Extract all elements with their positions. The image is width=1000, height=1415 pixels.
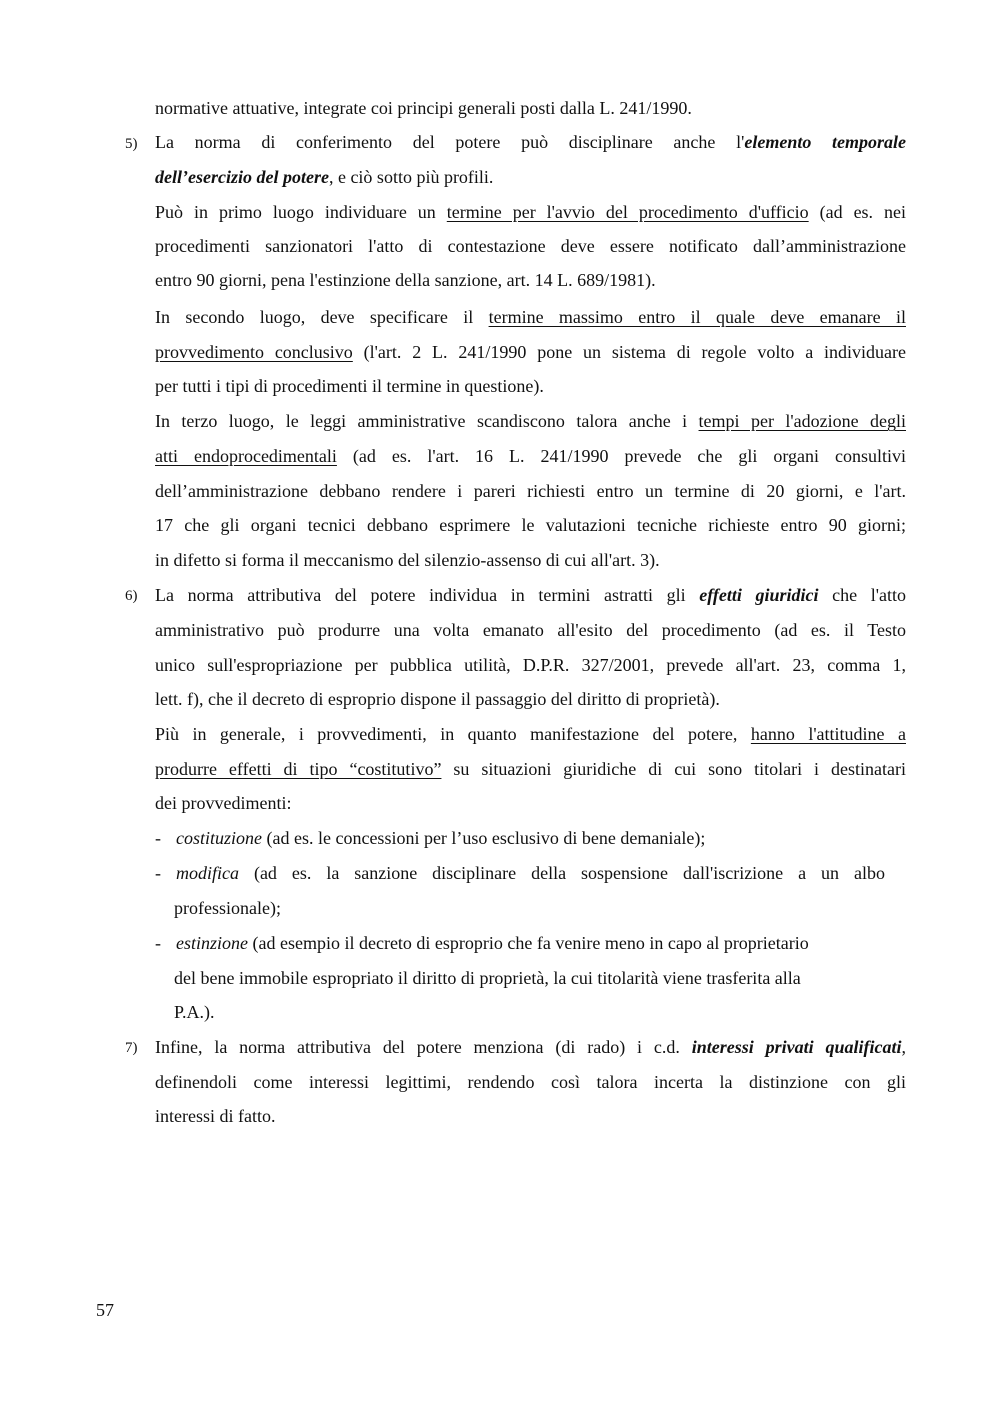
item-5-line-1: La norma di conferimento del potere può disciplinare anche l'elemento temporale: [155, 132, 907, 152]
emphasis-elemento-temporale: elemento temporale: [744, 132, 907, 152]
page-number: 57: [96, 1300, 114, 1320]
bullet-dash: -: [155, 863, 161, 883]
item-6-p2-line-1: Più in generale, i provvedimenti, in quanto manifestazione del potere, hanno l'attitudine a: [155, 724, 906, 744]
underline-provvedimento-conclusivo: provvedimento conclusivo: [155, 342, 353, 362]
emphasis-interessi-privati: interessi privati qualificati: [691, 1037, 902, 1057]
underline-effetti-costitutivo: produrre effetti di tipo “costitutivo”: [155, 759, 442, 779]
bullet-dash: -: [155, 828, 161, 848]
underline-attitudine: hanno l'attitudine a: [750, 724, 906, 744]
item-7-line-1: Infine, la norma attributiva del potere menziona (di rado) i c.d. interessi privati qualificati,: [155, 1037, 907, 1057]
item-6-number: 6): [125, 588, 138, 604]
bullet-dash: -: [155, 933, 161, 953]
intro-line: normative attuative, integrate coi principi generali posti dalla L. 241/1990.: [155, 98, 692, 118]
item-5-p3-line-4: 17 che gli organi tecnici debbano esprimere le valutazioni tecniche richieste entro 90 giorni;: [155, 515, 906, 535]
item-6-line-3: unico sull'espropriazione per pubblica utilità, D.P.R. 327/2001, prevede all'art. 23, comma 1,: [155, 655, 906, 675]
item-5-p2-line-1: In secondo luogo, deve specificare il termine massimo entro il quale deve emanare il: [155, 307, 906, 327]
item-5-p3-line-3: dell’amministrazione debbano rendere i pareri richiesti entro un termine di 20 giorni, e l'art.: [155, 481, 906, 501]
emphasis-esercizio-potere: dell’esercizio del potere: [155, 167, 329, 187]
item-7-number: 7): [125, 1040, 138, 1056]
item-5-p2-line-2: provvedimento conclusivo (l'art. 2 L. 241/1990 pone un sistema di regole volto a individuare: [155, 342, 907, 362]
item-5-p1-line-2: procedimenti sanzionatori l'atto di contestazione deve essere notificato dall’amministrazione: [155, 236, 906, 256]
bullet-estinzione: estinzione (ad esempio il decreto di esproprio che fa venire meno in capo al proprietario: [176, 933, 809, 953]
item-5-p3-line-2: atti endoprocedimentali (ad es. l'art. 16 L. 241/1990 prevede che gli organi consultivi: [155, 446, 906, 466]
item-5-p1-line-3: entro 90 giorni, pena l'estinzione della sanzione, art. 14 L. 689/1981).: [155, 270, 656, 290]
item-5-p3-line-5: in difetto si forma il meccanismo del silenzio-assenso di cui all'art. 3).: [155, 550, 660, 570]
item-6-p2-line-2: produrre effetti di tipo “costitutivo” su situazioni giuridiche di cui sono titolari i destinatari: [155, 759, 906, 779]
bullet-modifica-line-2: professionale);: [174, 898, 281, 918]
item-7-line-3: interessi di fatto.: [155, 1106, 276, 1126]
item-5-line-2: dell’esercizio del potere, e ciò sotto più profili.: [155, 167, 494, 187]
bullet-modifica: modifica (ad es. la sanzione disciplinare della sospensione dall'iscrizione a un albo: [176, 863, 885, 883]
item-6-p2-line-3: dei provvedimenti:: [155, 793, 292, 813]
emphasis-effetti-giuridici: effetti giuridici: [699, 585, 819, 605]
item-7-line-2: definendoli come interessi legittimi, rendendo così talora incerta la distinzione con gli: [155, 1072, 906, 1092]
underline-termine-avvio: termine per l'avvio del procedimento d'ufficio: [446, 202, 809, 222]
bullet-estinzione-line-2: del bene immobile espropriato il diritto di proprietà, la cui titolarità viene trasferita alla: [174, 968, 801, 988]
bullet-estinzione-line-3: P.A.).: [174, 1002, 215, 1022]
underline-termine-massimo: termine massimo entro il quale deve emanare il: [488, 307, 906, 327]
item-6-line-2: amministrativo può produrre una volta emanato all'esito del procedimento (ad es. il Testo: [155, 620, 906, 640]
underline-atti-endoprocedimentali: atti endoprocedimentali: [155, 446, 337, 466]
underline-tempi-adozione: tempi per l'adozione degli: [698, 411, 906, 431]
item-5-p3-line-1: In terzo luogo, le leggi amministrative scandiscono talora anche i tempi per l'adozione degli: [155, 411, 906, 431]
bullet-costituzione: costituzione (ad es. le concessioni per l’uso esclusivo di bene demaniale);: [176, 828, 706, 848]
item-5-p1-line-1: Può in primo luogo individuare un termine per l'avvio del procedimento d'ufficio (ad es. nei: [155, 202, 907, 222]
item-6-line-4: lett. f), che il decreto di esproprio dispone il passaggio del diritto di proprietà).: [155, 689, 720, 709]
item-5-p2-line-3: per tutti i tipi di procedimenti il termine in questione).: [155, 376, 544, 396]
item-5-number: 5): [125, 136, 138, 152]
item-6-line-1: La norma attributiva del potere individua in termini astratti gli effetti giuridici che l'atto: [155, 585, 907, 605]
